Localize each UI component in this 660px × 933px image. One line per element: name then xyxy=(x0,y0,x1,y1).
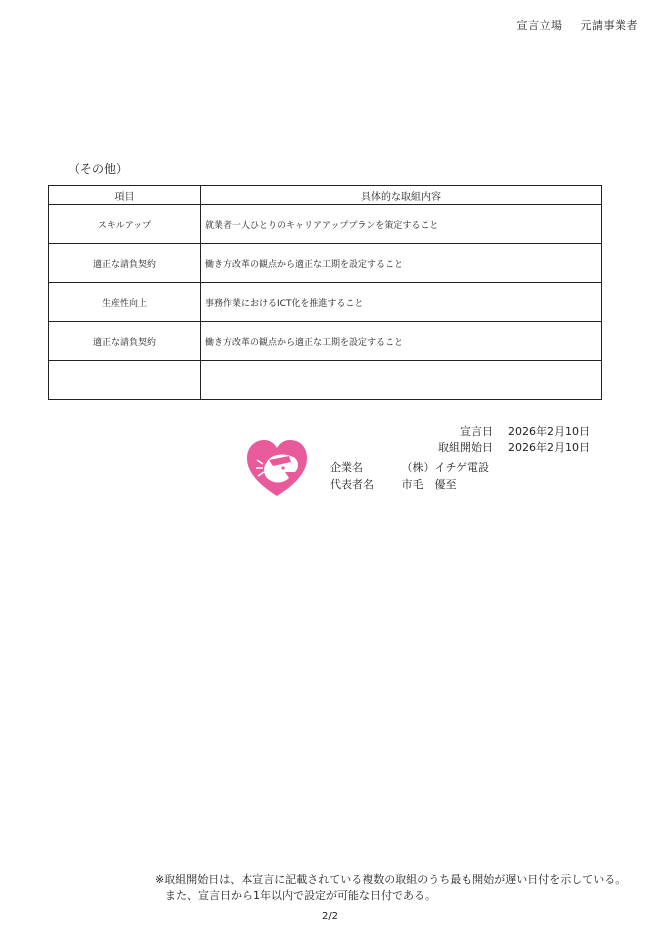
declaration-date xyxy=(460,423,590,439)
date-label: 宣言日 xyxy=(460,425,493,438)
company-label: 企業名 xyxy=(330,461,363,474)
table-row xyxy=(49,361,602,400)
table-row xyxy=(49,322,602,361)
start-date xyxy=(438,439,590,455)
row-item: 適正な請負契約 xyxy=(49,322,201,361)
initiatives-table xyxy=(48,185,602,400)
row-item: 生産性向上 xyxy=(49,283,201,322)
heart-face-logo-icon xyxy=(245,438,309,498)
position-label: 宣言立場 xyxy=(516,19,563,32)
row-item: 適正な請負契約 xyxy=(49,244,201,283)
position-value: 元請事業者 xyxy=(580,19,638,32)
row-detail: 事務作業におけるICT化を推進すること xyxy=(201,283,602,322)
rep-value: 市毛 優至 xyxy=(401,478,457,491)
table-row xyxy=(49,283,602,322)
row-detail: 働き方改革の観点から適正な工期を設定すること xyxy=(201,244,602,283)
header-detail: 具体的な取組内容 xyxy=(201,186,602,205)
start-value: 2026年2月10日 xyxy=(508,441,590,454)
header-item: 項目 xyxy=(49,186,201,205)
declaration-position xyxy=(517,17,639,33)
section-title: （その他） xyxy=(68,162,129,176)
date-value: 2026年2月10日 xyxy=(508,425,590,438)
page-number: 2/2 xyxy=(321,911,339,922)
representative-name xyxy=(330,476,457,492)
company-name xyxy=(330,459,489,475)
start-label: 取組開始日 xyxy=(438,441,493,454)
row-detail: 働き方改革の観点から適正な工期を設定すること xyxy=(201,322,602,361)
footnote-line2: また、宣言日から1年以内で設定が可能な日付である。 xyxy=(165,889,436,902)
row-detail: 就業者一人ひとりのキャリアアッププランを策定すること xyxy=(201,205,602,244)
row-detail xyxy=(201,361,602,400)
footnote-line1: ※取組開始日は、本宣言に記載されている複数の取組のうち最も開始が遅い日付を示している。 xyxy=(155,873,627,886)
table-header-row xyxy=(49,186,602,205)
row-item: スキルアップ xyxy=(49,205,201,244)
table-row xyxy=(49,244,602,283)
company-value: （株）イチゲ電設 xyxy=(401,461,490,474)
table-row xyxy=(49,205,602,244)
rep-label: 代表者名 xyxy=(330,478,374,491)
row-item xyxy=(49,361,201,400)
